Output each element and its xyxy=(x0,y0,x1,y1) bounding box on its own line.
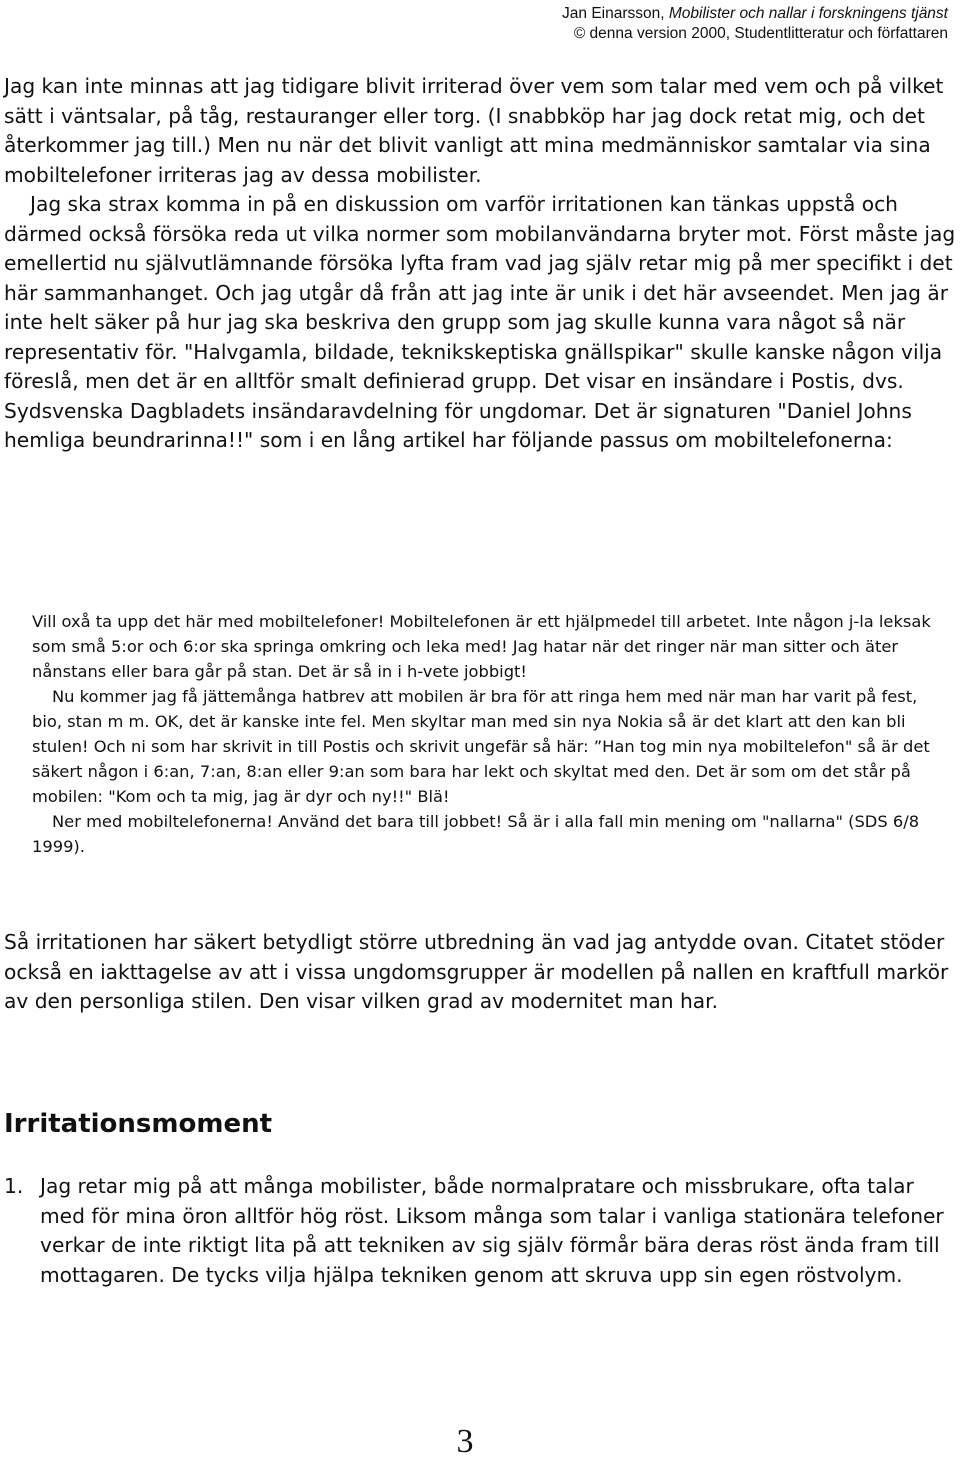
block-quote xyxy=(32,609,952,859)
header-copyright: © denna version 2000, Studentlitteratur och författaren xyxy=(573,25,948,42)
quote-paragraph-2: Nu kommer jag få jättemånga hatbrev att mobilen är bra för att ringa hem med när man har varit på fest, bio, stan m m. OK, det är kanske inte fel. Men skyltar man med sin nya Nokia så är det klart att den kan bli stulen! Och ni som har skrivit in till Postis och skrivit ungefär så här: ”Han tog min nya mobiltelefon" så är det säkert någon i 6:an, 7:an, 8:an eller 9:an som bara har lekt och skyltat med den. Det är som om det står på mobilen: "Kom och ta mig, jag är dyr och ny!!" Blä! xyxy=(32,687,930,806)
intro-text xyxy=(4,72,956,456)
list-item-text: Jag retar mig på att många mobilister, både normalpratare och missbrukare, ofta talar med för mina öron alltför hög röst. Liksom många som talar i vanliga stationära telefoner verkar de inte riktigt lita på att tekniken av sig själv förmår bära deras röst ända fram till mottagaren. De tycks vilja hjälpa tekniken genom att skruva upp sin egen röstvolym. xyxy=(40,1174,944,1287)
running-header xyxy=(188,4,948,44)
page-number: 3 xyxy=(456,1423,474,1460)
header-author: Jan Einarsson, xyxy=(562,5,669,22)
header-author-title xyxy=(188,4,948,24)
intro-paragraph-1: Jag kan inte minnas att jag tidigare blivit irriterad över vem som talar med vem och på vilket sätt i väntsalar, på tåg, restauranger eller torg. (I snabbköp har jag dock retat mig, och det återkommer jag till.) Men nu när det blivit vanligt att mina medmänniskor samtalar via sina mobiltelefoner irriteras jag av dessa mobilister. xyxy=(4,74,944,187)
irritation-list xyxy=(4,1172,956,1290)
after-quote-paragraph: Så irritationen har säkert betydligt större utbredning än vad jag antydde ovan. Citatet stöder också en iakttagelse av att i vissa ungdomsgrupper är modellen på nallen en kraftfull markör av den personliga stilen. Den visar vilken grad av modernitet man har. xyxy=(4,930,949,1013)
section-heading: Irritationsmoment xyxy=(4,1109,273,1139)
list-item-number: 1. xyxy=(4,1174,24,1198)
header-title: Mobilister och nallar i forskningens tjänst xyxy=(668,5,948,22)
quote-paragraph-1: Vill oxå ta upp det här med mobiltelefoner! Mobiltelefonen är ett hjälpmedel till arbetet. Inte någon j-la leksak som små 5:or och 6:or ska springa omkring och leka med! Jag hatar när det ringer när man sitter och äter nånstans eller bara går på stan. Det är så in i h-vete jobbigt! xyxy=(32,612,931,681)
list-item xyxy=(4,1172,956,1290)
intro-paragraph-2: Jag ska strax komma in på en diskussion om varför irritationen kan tänkas uppstå och därmed också försöka reda ut vilka normer som mobilanvändarna bryter mot. Först måste jag emellertid nu självutlämnande försöka lyfta fram vad jag själv retar mig på mer specifikt i det här sammanhanget. Och jag utgår då från att jag inte är unik i det här avseendet. Men jag är inte helt säker på hur jag ska beskriva den grupp som jag skulle kunna vara något så när representativ för. "Halvgamla, bildade, teknikskeptiska gnällspikar" skulle kanske någon vilja föreslå, men det är en alltför smalt definierad grupp. Det visar en insändare i Postis, dvs. Sydsvenska Dagbladets insändaravdelning för ungdomar. Det är signaturen "Daniel Johns hemliga beundrarinna!!" som i en lång artikel har följande passus om mobiltelefonerna: xyxy=(4,192,956,452)
quote-paragraph-3: Ner med mobiltelefonerna! Använd det bara till jobbet! Så är i alla fall min mening om "nallarna" (SDS 6/8 1999). xyxy=(32,812,920,856)
